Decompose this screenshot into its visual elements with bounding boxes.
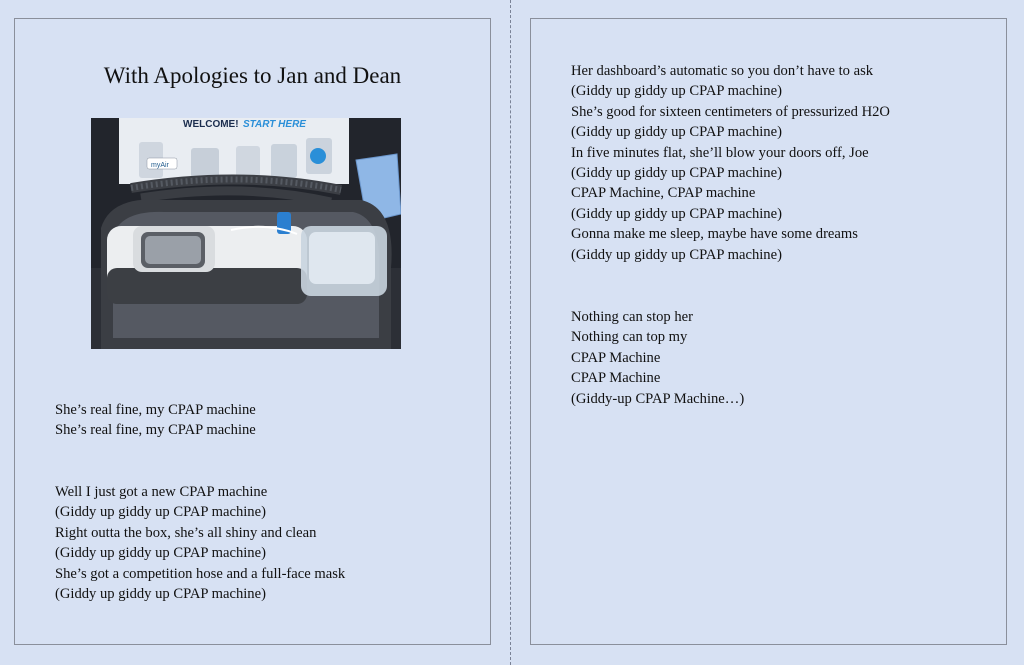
lyric-line: Nothing can stop her	[571, 309, 693, 325]
lyric-line: She’s got a competition hose and a full-face mask	[55, 565, 346, 582]
photo-start-text: START HERE	[243, 119, 306, 130]
poem-title: With Apologies to Jan and Dean	[103, 63, 402, 88]
lyric-line: (Giddy up giddy up CPAP machine)	[571, 246, 782, 263]
lyric-line: (Giddy-up CPAP Machine…)	[571, 390, 745, 407]
right-page	[530, 18, 1007, 645]
lyric-line: (Giddy up giddy up CPAP machine)	[571, 165, 782, 182]
cpap-machine-photo	[91, 118, 401, 349]
lyric-line: (Giddy up giddy up CPAP machine)	[55, 586, 266, 603]
lyric-line: Nothing can top my	[571, 329, 688, 346]
lyric-line: (Giddy up giddy up CPAP machine)	[571, 124, 782, 141]
lyric-line: CPAP Machine	[571, 349, 661, 366]
lyric-line: (Giddy up giddy up CPAP machine)	[571, 205, 782, 222]
lyric-line: CPAP Machine, CPAP machine	[571, 185, 756, 202]
photo-welcome-text: WELCOME!	[183, 119, 239, 130]
page-divider	[510, 0, 511, 665]
verse-one-stanza	[55, 482, 345, 604]
verse-two-stanza	[571, 61, 890, 265]
lyric-line: (Giddy up giddy up CPAP machine)	[55, 545, 266, 562]
left-page	[14, 18, 491, 645]
lyric-line: (Giddy up giddy up CPAP machine)	[55, 504, 266, 521]
lyric-line: She’s good for sixteen centimeters of pressurized H2O	[571, 103, 890, 120]
lyric-line: Well I just got a new CPAP machine	[55, 484, 268, 500]
photo-app-badge: myAir	[151, 162, 169, 169]
outro-stanza	[571, 307, 744, 409]
lyric-line: In five minutes flat, she’ll blow your doors off, Joe	[571, 144, 869, 161]
lyric-line: (Giddy up giddy up CPAP machine)	[571, 83, 782, 100]
lyric-line: CPAP Machine	[571, 370, 661, 387]
lyric-line: Gonna make me sleep, maybe have some dreams	[571, 226, 858, 243]
lyric-line: Her dashboard’s automatic so you don’t have to ask	[571, 63, 874, 79]
lyric-line: She’s real fine, my CPAP machine	[55, 422, 256, 439]
lyric-line: She’s real fine, my CPAP machine	[55, 402, 256, 418]
chorus-stanza	[55, 400, 256, 441]
lyric-line: Right outta the box, she’s all shiny and clean	[55, 524, 317, 541]
